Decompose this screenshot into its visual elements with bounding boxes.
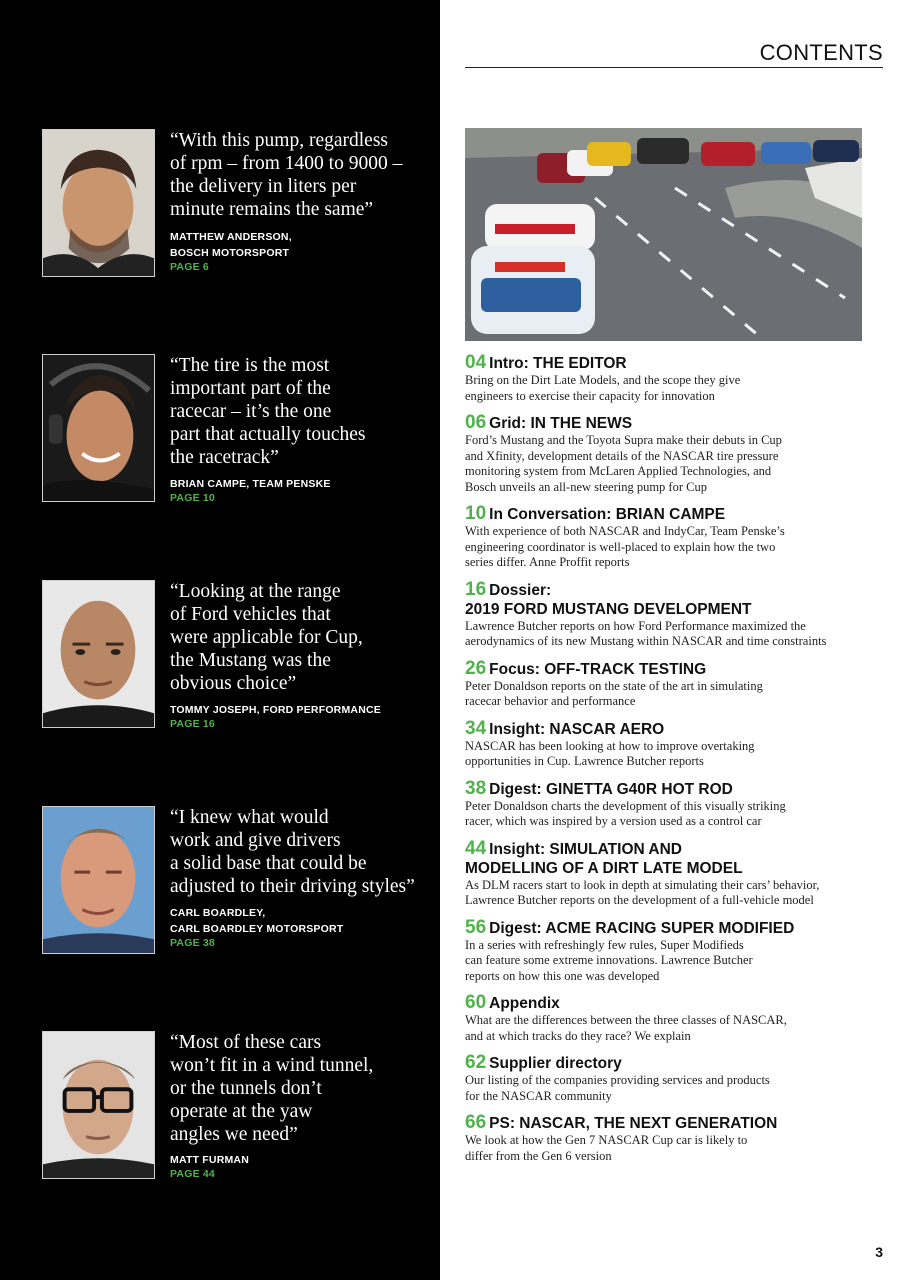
toc-entry-description: We look at how the Gen 7 NASCAR Cup car is likely to differ from the Gen 6 version (465, 1133, 748, 1163)
toc-entry-title[interactable] (465, 504, 870, 524)
quote-text: “Looking at the range of Ford vehicles that were applicable for Cup, the Mustang was the obvious choice” (170, 581, 363, 694)
portrait-photo (42, 580, 155, 728)
toc-entry-title[interactable] (465, 918, 870, 938)
toc-entry[interactable] (465, 580, 870, 650)
page-number: 3 (875, 1244, 883, 1260)
toc-entry-description: Our listing of the companies providing services and products for the NASCAR community (465, 1073, 770, 1103)
toc-page-number: 06 (465, 412, 487, 433)
toc-title-text: Insight: SIMULATION AND MODELLING OF A DIRT LATE MODEL (465, 840, 743, 877)
toc-entry-description: In a series with refreshingly few rules, Super Modifieds can feature some extreme innovations. Lawrence Butcher reports on how this one was developed (465, 937, 753, 983)
quote-attribution: CARL BOARDLEY, CARL BOARDLEY MOTORSPORT (170, 907, 344, 935)
toc-title-text: Supplier directory (489, 1055, 622, 1072)
toc-page-number: 26 (465, 657, 487, 679)
toc-page-number: 34 (465, 717, 487, 739)
toc-entry-description: Ford’s Mustang and the Toyota Supra make their debuts in Cup and Xfinity, development details of the NASCAR tire pressure monitoring system from McLaren Applied Technologies, and Bosch unveils an all-new steering pump for Cup (465, 433, 782, 494)
title-divider (465, 67, 883, 68)
toc-entry-description: Peter Donaldson reports on the state of the art in simulating racecar behavior and performance (465, 678, 763, 708)
toc-entry[interactable] (465, 1053, 870, 1104)
toc-entry[interactable] (465, 504, 870, 571)
toc-entry-title[interactable] (465, 659, 870, 679)
portrait-photo (42, 806, 155, 954)
toc-entry-title[interactable] (465, 719, 870, 739)
toc-title-text: Digest: ACME RACING SUPER MODIFIED (489, 919, 795, 937)
toc-entry-title[interactable] (465, 580, 870, 619)
toc-entry-description: As DLM racers start to look in depth at simulating their cars’ behavior, Lawrence Butcher reports on the development of a full-vehicle model (465, 877, 820, 907)
toc-entry-description: Bring on the Dirt Late Models, and the scope they give engineers to exercise their capacity for innovation (465, 373, 741, 403)
toc-title-text: Grid: IN THE NEWS (489, 415, 633, 432)
toc-entry[interactable] (465, 659, 870, 710)
toc-page-number: 60 (465, 992, 487, 1013)
toc-entry[interactable] (465, 839, 870, 909)
toc-page-number: 62 (465, 1052, 487, 1073)
quotes-panel (0, 0, 440, 1280)
toc-entry-title[interactable] (465, 413, 870, 433)
page-title: CONTENTS (759, 40, 883, 65)
quote-text: “Most of these cars won’t fit in a wind tunnel, or the tunnels don’t operate at the yaw angles we need” (170, 1032, 374, 1145)
toc-entry-description: With experience of both NASCAR and IndyCar, Team Penske’s engineering coordinator is well-placed to explain how the two series differ. Anne Proffit reports (465, 524, 785, 569)
toc-title-text: Intro: THE EDITOR (489, 355, 627, 372)
toc-page-number: 38 (465, 777, 487, 799)
toc-title-text: PS: NASCAR, THE NEXT GENERATION (489, 1115, 778, 1132)
toc-entry-title[interactable] (465, 1113, 870, 1133)
toc-page-number: 44 (465, 837, 487, 859)
quote-page-ref[interactable]: PAGE 6 (170, 261, 209, 273)
toc-title-text: Focus: OFF-TRACK TESTING (489, 660, 707, 678)
toc-entry-title[interactable] (465, 839, 870, 878)
toc-entry[interactable] (465, 413, 870, 495)
toc-entry-title[interactable] (465, 993, 870, 1013)
toc-entry-title[interactable] (465, 1053, 870, 1073)
toc-page-number: 04 (465, 352, 487, 373)
portrait-photo (42, 1031, 155, 1179)
quote-attribution: MATT FURMAN (170, 1154, 249, 1166)
race-photo (465, 128, 862, 341)
toc-page-number: 66 (465, 1112, 487, 1133)
toc-title-text: Digest: GINETTA G40R HOT ROD (489, 780, 733, 798)
toc-title-text: In Conversation: BRIAN CAMPE (489, 506, 726, 523)
quote-text: “The tire is the most important part of the racecar – it’s the one part that actually touches the racetrack” (170, 355, 366, 468)
quote-page-ref[interactable]: PAGE 44 (170, 1168, 215, 1180)
contents-list (465, 353, 870, 1173)
portrait-photo (42, 129, 155, 277)
quote-page-ref[interactable]: PAGE 16 (170, 718, 215, 730)
quote-attribution: MATTHEW ANDERSON, BOSCH MOTORSPORT (170, 231, 292, 259)
toc-entry-description: Lawrence Butcher reports on how Ford Performance maximized the aerodynamics of its new Mustang within NASCAR and time constraints (465, 618, 827, 648)
toc-title-text: Insight: NASCAR AERO (489, 720, 665, 738)
toc-entry-title[interactable] (465, 779, 870, 799)
portrait-photo (42, 354, 155, 502)
toc-page-number: 10 (465, 503, 487, 524)
toc-entry[interactable] (465, 993, 870, 1044)
quote-text: “With this pump, regardless of rpm – from 1400 to 9000 – the delivery in liters per minute remains the same” (170, 130, 403, 220)
toc-entry-description: Peter Donaldson charts the development of this visually striking racer, which was inspired by a version used as a control car (465, 798, 786, 828)
toc-title-text: Appendix (489, 995, 560, 1012)
toc-title-text: Dossier: 2019 FORD MUSTANG DEVELOPMENT (465, 581, 752, 618)
toc-entry[interactable] (465, 779, 870, 830)
toc-entry-description: What are the differences between the three classes of NASCAR, and at which tracks do they race? We explain (465, 1013, 787, 1043)
toc-entry[interactable] (465, 719, 870, 770)
toc-entry[interactable] (465, 1113, 870, 1164)
toc-page-number: 16 (465, 578, 487, 600)
quote-page-ref[interactable]: PAGE 10 (170, 492, 215, 504)
quote-attribution: TOMMY JOSEPH, FORD PERFORMANCE (170, 704, 381, 716)
toc-page-number: 56 (465, 916, 487, 938)
toc-entry[interactable] (465, 918, 870, 985)
quote-text: “I knew what would work and give drivers a solid base that could be adjusted to their driving styles” (170, 807, 415, 897)
toc-entry[interactable] (465, 353, 870, 404)
quote-attribution: BRIAN CAMPE, TEAM PENSKE (170, 478, 331, 490)
quote-page-ref[interactable]: PAGE 38 (170, 937, 215, 949)
toc-entry-description: NASCAR has been looking at how to improve overtaking opportunities in Cup. Lawrence Butcher reports (465, 738, 755, 768)
toc-entry-title[interactable] (465, 353, 870, 373)
